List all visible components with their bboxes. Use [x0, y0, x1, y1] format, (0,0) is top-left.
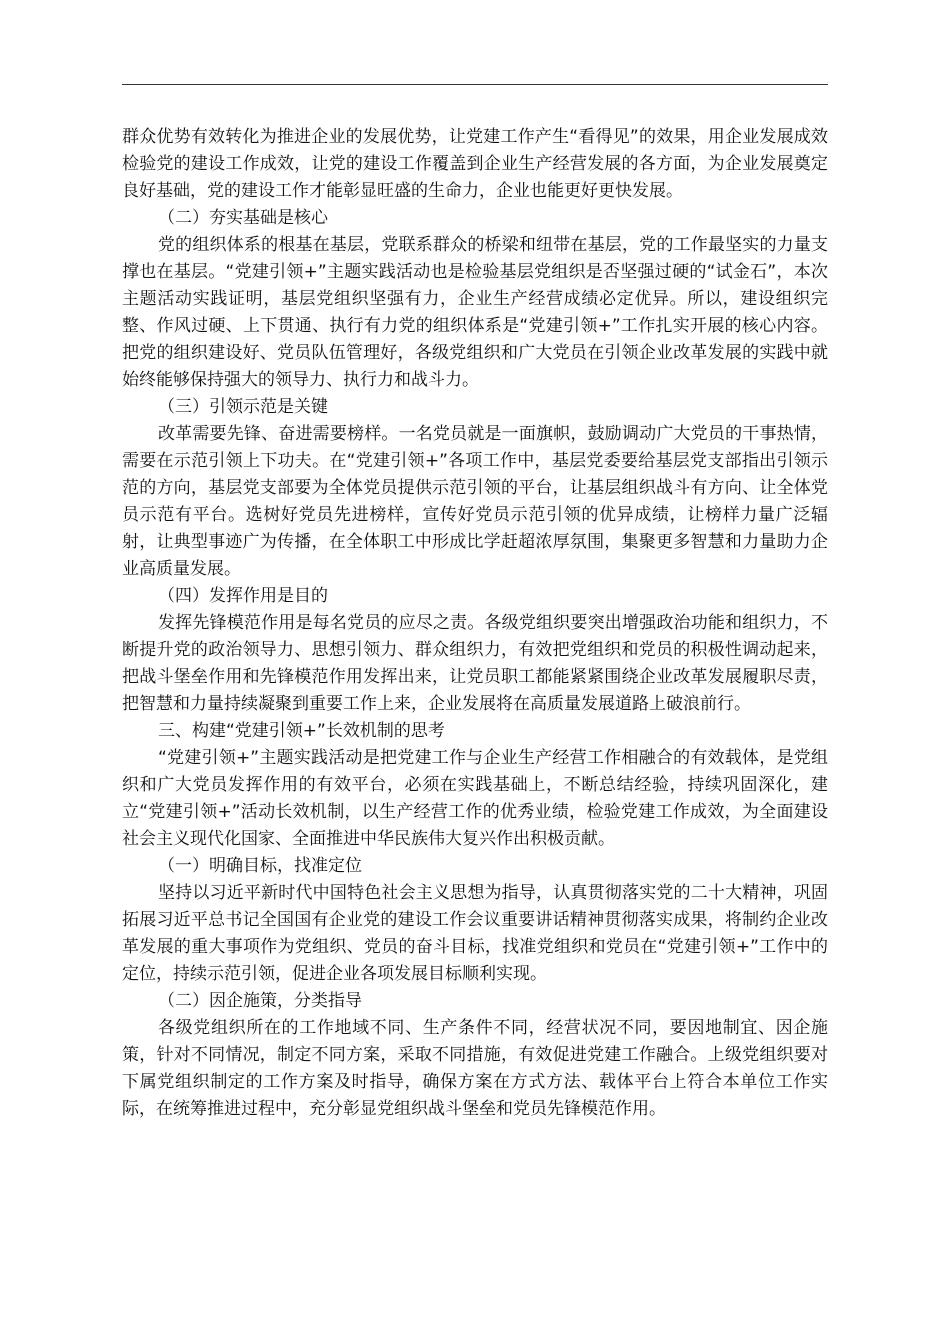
header-rule	[122, 84, 828, 85]
paragraph: 发挥先锋模范作用是每名党员的应尽之责。各级党组织要突出增强政治功能和组织力，不断提升党的政治领导力、思想引领力、群众组织力，有效把党组织和党员的积极性调动起来，把战斗堡垒作用和先锋模范作用发挥出来，让党员职工都能紧紧围绕企业改革发展履职尽责，把智慧和力量持续凝聚到重要工作上来，企业发展将在高质量发展道路上破浪前行。	[122, 613, 828, 714]
subheading: （一）明确目标，找准定位	[158, 856, 362, 876]
subheading: （四）发挥作用是目的	[158, 586, 328, 606]
document-body	[122, 124, 828, 1123]
paragraph-continued: 群众优势有效转化为推进企业的发展优势，让党建工作产生“看得见”的效果，用企业发展成效检验党的建设工作成效，让党的建设工作覆盖到企业生产经营发展的各方面，为企业发展奠定良好基础，党的建设工作才能彰显旺盛的生命力，企业也能更好更快发展。	[122, 127, 828, 201]
paragraph: 改革需要先锋、奋进需要榜样。一名党员就是一面旗帜，鼓励调动广大党员的干事热情，需要在示范引领上下功夫。在“党建引领+”各项工作中，基层党委要给基层党支部指出引领示范的方向，基层党支部要为全体党员提供示范引领的平台，让基层组织战斗有方向、让全体党员示范有平台。选树好党员先进榜样，宣传好党员示范引领的优异成绩，让榜样力量广泛辐射，让典型事迹广为传播，在全体职工中形成比学赶超浓厚氛围，集聚更多智慧和力量助力企业高质量发展。	[122, 424, 828, 579]
subheading: （二）夯实基础是核心	[158, 208, 328, 228]
paragraph: 各级党组织所在的工作地域不同、生产条件不同，经营状况不同，要因地制宜、因企施策，针对不同情况，制定不同方案，采取不同措施，有效促进党建工作融合。上级党组织要对下属党组织制定的工作方案及时指导，确保方案在方式方法、载体平台上符合本单位工作实际，在统筹推进过程中，充分彰显党组织战斗堡垒和党员先锋模范作用。	[122, 1018, 828, 1119]
subheading: （三）引领示范是关键	[158, 397, 328, 417]
paragraph: 党的组织体系的根基在基层，党联系群众的桥梁和纽带在基层，党的工作最坚实的力量支撑也在基层。“党建引领+”主题实践活动也是检验基层党组织是否坚强过硬的“试金石”，本次主题活动实践证明，基层党组织坚强有力，企业生产经营成绩必定优异。所以，建设组织完整、作风过硬、上下贯通、执行有力党的组织体系是“党建引领+”工作扎实开展的核心内容。把党的组织建设好、党员队伍管理好，各级党组织和广大党员在引领企业改革发展的实践中就始终能够保持强大的领导力、执行力和战斗力。	[122, 235, 828, 390]
paragraph: 坚持以习近平新时代中国特色社会主义思想为指导，认真贯彻落实党的二十大精神，巩固拓展习近平总书记全国国有企业党的建设工作会议重要讲话精神贯彻落实成果，将制约企业改革发展的重大事项作为党组织、党员的奋斗目标，找准党组织和党员在“党建引领+”工作中的定位，持续示范引领，促进企业各项发展目标顺利实现。	[122, 883, 828, 984]
paragraph: “党建引领+”主题实践活动是把党建工作与企业生产经营工作相融合的有效载体，是党组织和广大党员发挥作用的有效平台，必须在实践基础上，不断总结经验，持续巩固深化，建立“党建引领+”活动长效机制，以生产经营工作的优秀业绩，检验党建工作成效，为全面建设社会主义现代化国家、全面推进中华民族伟大复兴作出积极贡献。	[122, 748, 828, 849]
subheading: （二）因企施策，分类指导	[158, 991, 362, 1011]
section-heading: 三、构建“党建引领+”长效机制的思考	[158, 721, 445, 741]
